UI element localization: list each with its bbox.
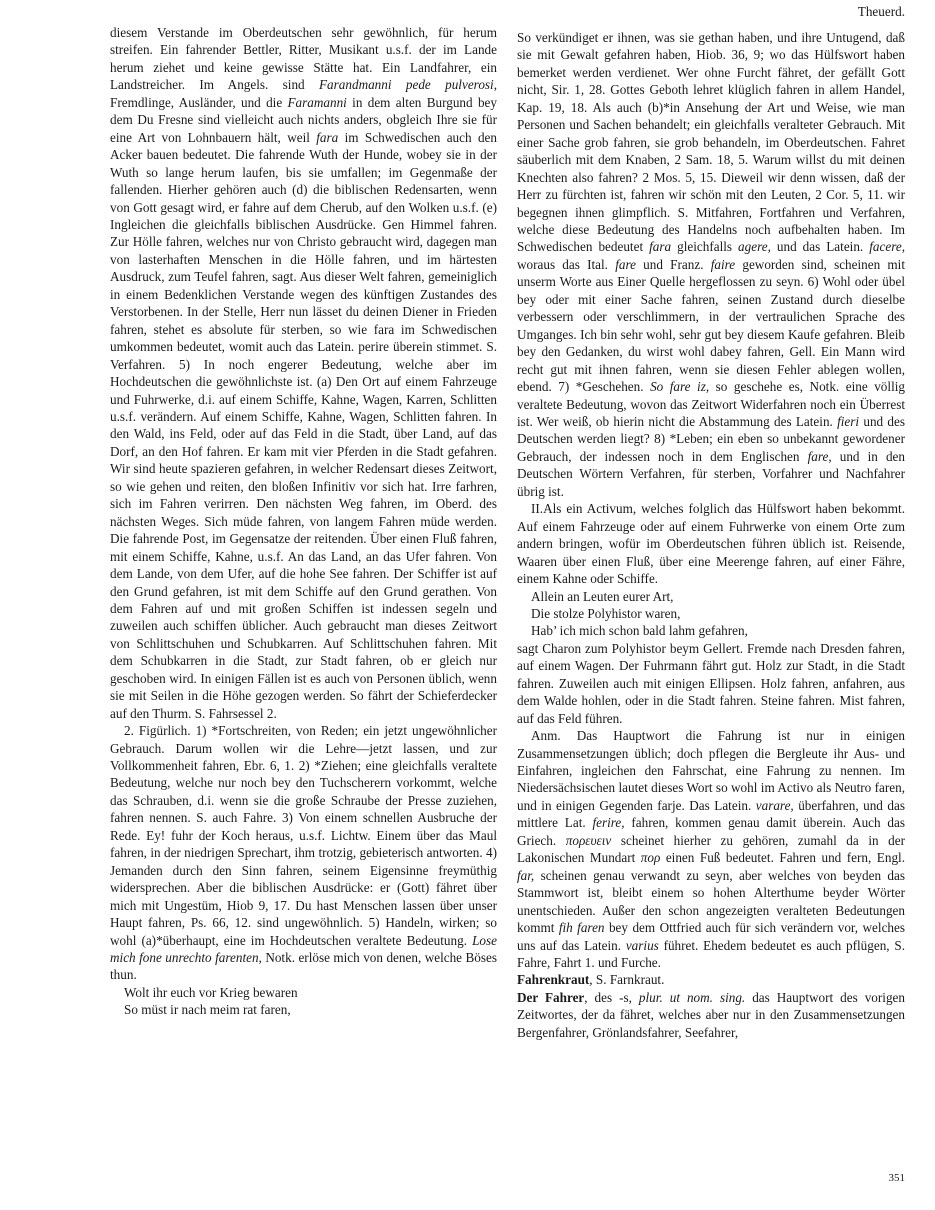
verse-line: Die stolze Polyhistor waren,	[531, 605, 681, 621]
paragraph: II.Als ein Activum, welches folglich das Hülfswort haben bekommt. Auf einem Fahrzeuge oder auf einem Fuhrwerke von einem Orte zum andern bringen, wofür im Oberdeutschen führen üblich ist. Reisende, Waaren über einen Fluß, über eine Meerenge fahren, auf einer Fähre, einem Kahne oder Schiffe.	[517, 501, 905, 587]
right-column	[517, 29, 905, 1041]
verse-line: Allein an Leuten eurer Art,	[531, 588, 674, 604]
page-number: 351	[888, 1172, 905, 1184]
verse-line: Wolt ihr euch vor Krieg bewaren	[124, 984, 298, 1000]
left-column	[110, 24, 497, 1019]
verse-line: So müst ir nach meim rat faren,	[124, 1002, 291, 1018]
verse-line: Hab’ ich mich schon bald lahm gefahren,	[531, 623, 748, 639]
running-header: Theuerd.	[857, 4, 905, 19]
paragraph: diesem Verstande im Oberdeutschen sehr gewöhnlich, für herum streifen. Ein fahrender Bettler, Ritter, Musikant u.s.f. der im Lande herum ziehet und keine gewisse Stätte hat. Ein Landfahrer, ein Landstreicher. Im Angels. sind Farandmanni pede pulverosi, Fremdlinge, Ausländer, und die Faramanni in dem alten Burgund bey dem Du Fresne sind vielleicht auch nichts anders, obgleich Ihre sie für eine Art von Lohnbauern hält, weil fara im Schwedischen auch den Acker bauen bedeutet. Die fahrende Wuth der Hunde, wobey sie in der Wuth so lange herum laufen, bis sie umfallen; im Gegenmaße der fallenden. Hierher gehören auch (d) die biblischen Redensarten, wenn von Gott gesagt wird, er fahre auf dem Cherub, auf den Wolken u.s.f. (e) Ingleichen die gleichfalls biblischen Ausdrücke. Gen Himmel fahren. Zur Hölle fahren, welches nur von Christo gebraucht wird, dagegen man von lasterhaften Menschen in die Hölle fahren, und im härtesten Ausdruck, zum Teufel fahren, sagt. Aus dieser Welt fahren, gemeiniglich in einem Bedenklichen Verstande wegen des künftigen Zustandes des Verstorbenen. In der Stelle, Herr nun lässet du deinen Diener in Frieden fahren, stehet es absolute für sterben, so wie fara im Schwedischen umkommen bedeutet, womit auch das Latein. perire überein stimmet. S. Verfahren. 5) In noch engerer Bedeutung, welche aber im Hochdeutschen die gewöhnlichste ist. (a) Den Ort auf einem Fahrzeuge und Fuhrwerke, d.i. auf einem Schiffe, Kahne, Wagen, Karren, Schlitten u.s.f. verändern. Auf einem Schiffe, Kahne, Wagen, Schlitten fahren. In den Wald, ins Feld, oder auf das Feld in die Stadt, über Land, auf das Dorf, an den Hof fahren. Er kam mit vier Pferden in die Stadt gefahren. Wir sind heute spazieren gefahren, in welcher Redensart dieses Zeitwort, so wie gehen und reiten, den bloßen Infinitiv vor sich hat. Irre farhren, sich im Fahren verirren. Den nächsten Weg fahren, im Oberd. des nächsten Weges. Sich müde fahren, von langem Fahren müde werden. Die fahrende Post, im Gegensatze der reitenden. Über einen Fluß fahren, mit einem Schiffe, Kahne, u.s.f. An das Land, an das Ufer fahren. Von dem Lande, von dem Ufer, auf die hohe See fahren. Der Schiffer ist auf den Grund gefahren, ist mit dem Schiffe auf den Grund gerathen. Von dem Fahren auf und mit großen Schiffen ist indessen segeln und zuweilen auch schiffen üblicher. Auch gebraucht man dieses Zeitwort von Schlittschuhen und Schubkarren. Auf Schlittschuhen fahren. Mit dem Schubkarren in die Stadt, zur Stadt fahren, ob er gleich nur geschoben wird. In einigen Fällen ist es auch von Personen üblich, wenn sie mit Seilen in die Höhe gezogen werden. So fährt der Schieferdecker auf den Thurm. S. Fahrsessel 2.	[110, 25, 497, 721]
dictionary-entry: Fahrenkraut, S. Farnkraut.	[517, 972, 665, 988]
entry-headword: Der Fahrer	[517, 989, 585, 1005]
paragraph: 2. Figürlich. 1) *Fortschreiten, von Reden; ein jetzt ungewöhnlicher Gebrauch. Darum wollen wir die Lehre—jetzt lassen, und zur Vollkommenheit fahren, Ebr. 6, 1. 2) *Ziehen; eine gleichfalls veraltete Bedeutung, welche nur noch bey den Tuchscherern vorkommt, welche das Schrauben, d.i. wenn sie die große Schraube der Presse zuziehen, fahren nennen. S. auch Fahre. 3) Von einem schnellen Ausbruche der Rede. Ey! fuhr der Koch heraus, u.s.f. Lichtw. Einem über das Maul fahren, in der niedrigen Sprechart, ihm trotzig, gebieterisch antworten. 4) Jemanden durch den Sinn fahren, seinem Eigensinne freymüthig widersprechen. Aber die biblischen Ausdrücke: er (Gott) fähret über mich mit Ungestüm, Hiob 9, 17. Du hast Menschen lassen über unser Haupt fahren, Ps. 66, 12. sind ungewöhnlich. 5) Handeln, wirken; so wohl (a)*überhaupt, eine im Hochdeutschen veraltete Bedeutung. Lose mich fone unrechto farenten, Notk. erlöse mich von denen, welche Böses thun.	[110, 723, 497, 983]
paragraph: So verkündiget er ihnen, was sie gethan haben, und ihre Untugend, daß sie mit Gewalt gefahren haben, Hiob. 36, 9; wo das Hülfswort haben bemerket werden verdienet. Wer ohne Furcht fähret, der gefällt Gott nicht, Sir. 1, 28. Gottes Geboth lehret klüglich fahren in allem Handel, Kap. 19, 18. Als auch (b)*in Ansehung der Art und Weise, wie man Personen und Sachen behandelt; ein gleichfalls veralteter Gebrauch. Mit einer Sache grob fahren, sie grob behandeln, im Oberdeutschen. Fahret säuberlich mit dem Knaben, 2 Sam. 18, 5. Warum willst du mit deinen Knechten also fahren? 2 Mos. 5, 15. Dieweil wir denn wissen, daß der Herr zu fürchten ist, fahren wir schön mit den Leuten, 2 Cor. 5, 11. wir begegnen ihnen glimpflich. S. Mitfahren, Fortfahren und Verfahren, welche diese Bedeutung des Handelns noch aufbehalten haben. Im Schwedischen bedeutet fara gleichfalls agere, und das Latein. facere, woraus das Ital. fare und Franz. faire geworden sind, scheinen mit unserm Worte aus Einer Quelle hergeflossen zu seyn. 6) Wohl oder übel bey oder mit einer Sache fahren, seinen Zustand durch dieselbe verbessern oder verschlimmern, in der vertraulichen Sprache des Umganges. Ich bin sehr wohl, sehr gut bey diesem Kaufe gefahren. Bleib bey den Gedanken, du wirst wohl dabey fahren, Gell. Ein Mann wird recht gut mit ihnen fahren, wenn sie diesen Fehler ablegen wollen, ebend. 7) *Geschehen. So fare iz, so geschehe es, Notk. eine völlig veraltete Bedeutung, wovon das Zeitwort Widerfahren noch ein Überrest ist. Wer weiß, ob hierin nicht die Abstammung des Latein. fieri und des Deutschen werden liegt? 8) *Leben; ein eben so unbekannt gewordener Gebrauch, der indessen noch in dem Englischen fare, und in den Deutschen Wörtern Verfahren, für sterben, Vorfahrer und Nachfahrer übrig ist.	[517, 30, 906, 499]
dictionary-entry: Der Fahrer, des -s, plur. ut nom. sing. das Hauptwort des vorigen Zeitwortes, der da fähret, welches aber nur in den Zusammensetzungen Bergenfahrer, Grönlandsfahrer, Seefahrer,	[517, 989, 905, 1040]
paragraph: sagt Charon zum Polyhistor beym Gellert. Fremde nach Dresden fahren, auf einem Wagen. Der Fuhrmann fährt gut. Holz zur Stadt, in die Stadt fahren. Zuweilen auch mit einigen Ellipsen. Holz fahren, anfahren, aus dem Walde hohlen, oder in die Stadt fahren. Steine fahren. Mist fahren, auf das Feld führen.	[517, 640, 905, 726]
paragraph: Anm. Das Hauptwort die Fahrung ist nur in einigen Zusammensetzungen üblich; doch pflegen die Bergleute ihr Aus- und Einfahren, ingleichen den Fahrschat, eine Fahrung zu nennen. Im Niedersächsischen lautet dieses Wort so wohl im Activo als Neutro faren, und in einigen Gegenden farje. Das Latein. varare, überfahren, und das mittlere Lat. ferire, fahren, kommen genau damit überein. Auch das Griech. πορευειν scheinet hierher zu gehören, zumahl da in der Lakonischen Mundart πορ einen Fuß bedeutet. Fahren und fern, Engl. far, scheinen genau verwandt zu seyn, aber welches von beyden das Stammwort ist, bleibt einem so hohen Alterthume beyder Wörter unentschieden. Außer den schon angezeigten veralteten Bedeutungen kommt fih faren bey dem Ottfried auch für sich verändern vor, welches uns auf das Latein. varius führet. Ehedem bedeutet es auch pflügen, S. Fahre, Fahrt 1. und Furche.	[517, 728, 906, 971]
entry-headword: Fahrenkraut	[517, 972, 590, 988]
